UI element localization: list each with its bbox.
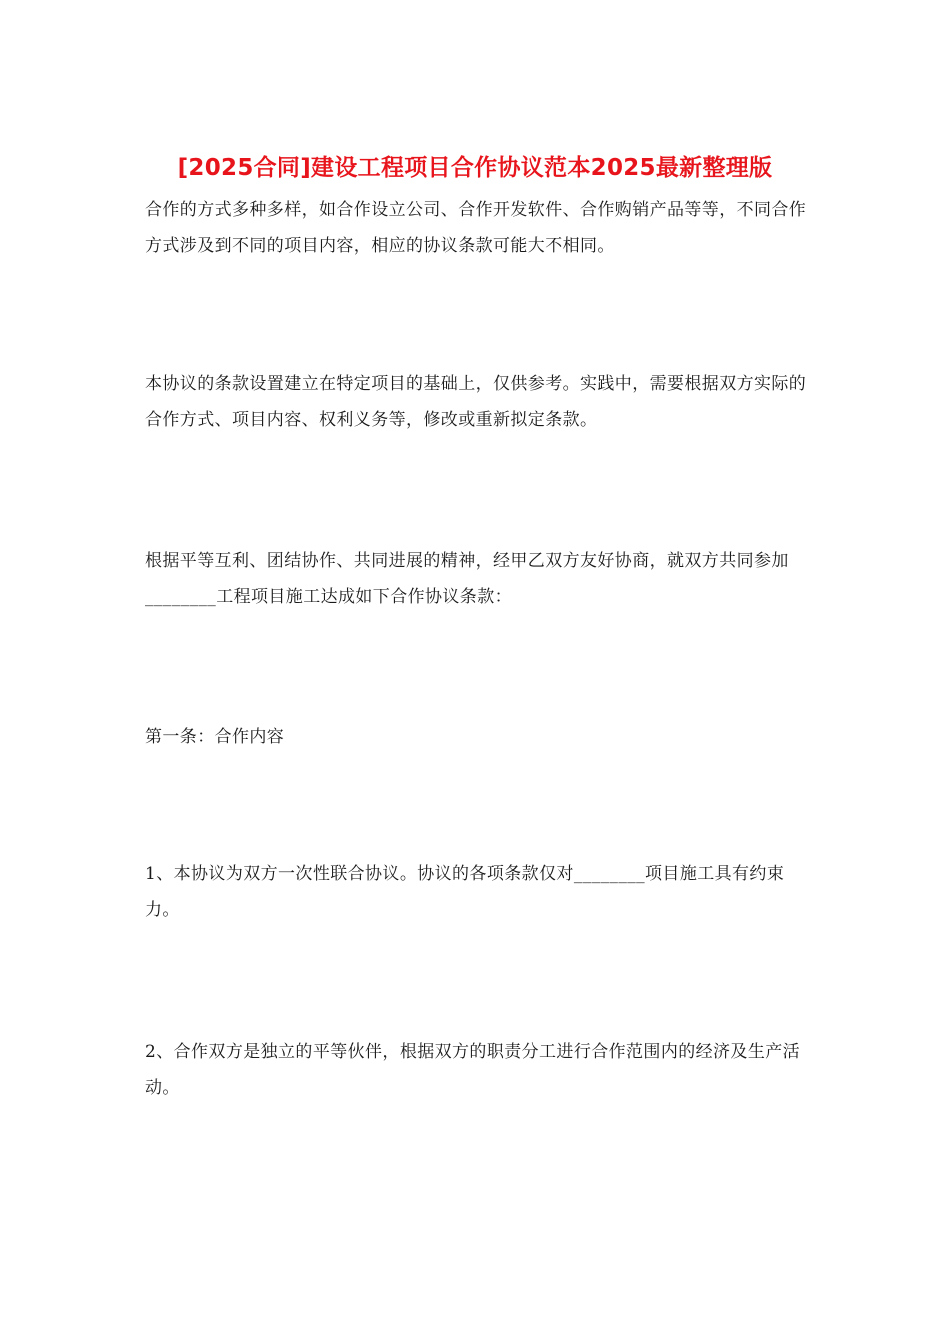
clause-1: 1、本协议为双方一次性联合协议。协议的各项条款仅对________项目施工具有约束力。: [145, 864, 785, 920]
paragraph-intro: 合作的方式多种多样，如合作设立公司、合作开发软件、合作购销产品等等，不同合作方式涉及到不同的项目内容，相应的协议条款可能大不相同。: [145, 200, 807, 256]
article-heading: 第一条：合作内容: [145, 727, 285, 747]
paragraph-preamble: 根据平等互利、团结协作、共同进展的精神，经甲乙双方友好协商，就双方共同参加________工程项目施工达成如下合作协议条款：: [145, 551, 789, 607]
clause-2: 2、合作双方是独立的平等伙伴，根据双方的职责分工进行合作范围内的经济及生产活动。: [145, 1042, 801, 1098]
document-title: [2025合同]建设工程项目合作协议范本2025最新整理版: [177, 155, 773, 181]
paragraph-reference-note: 本协议的条款设置建立在特定项目的基础上，仅供参考。实践中，需要根据双方实际的合作方式、项目内容、权利义务等，修改或重新拟定条款。: [145, 374, 807, 430]
